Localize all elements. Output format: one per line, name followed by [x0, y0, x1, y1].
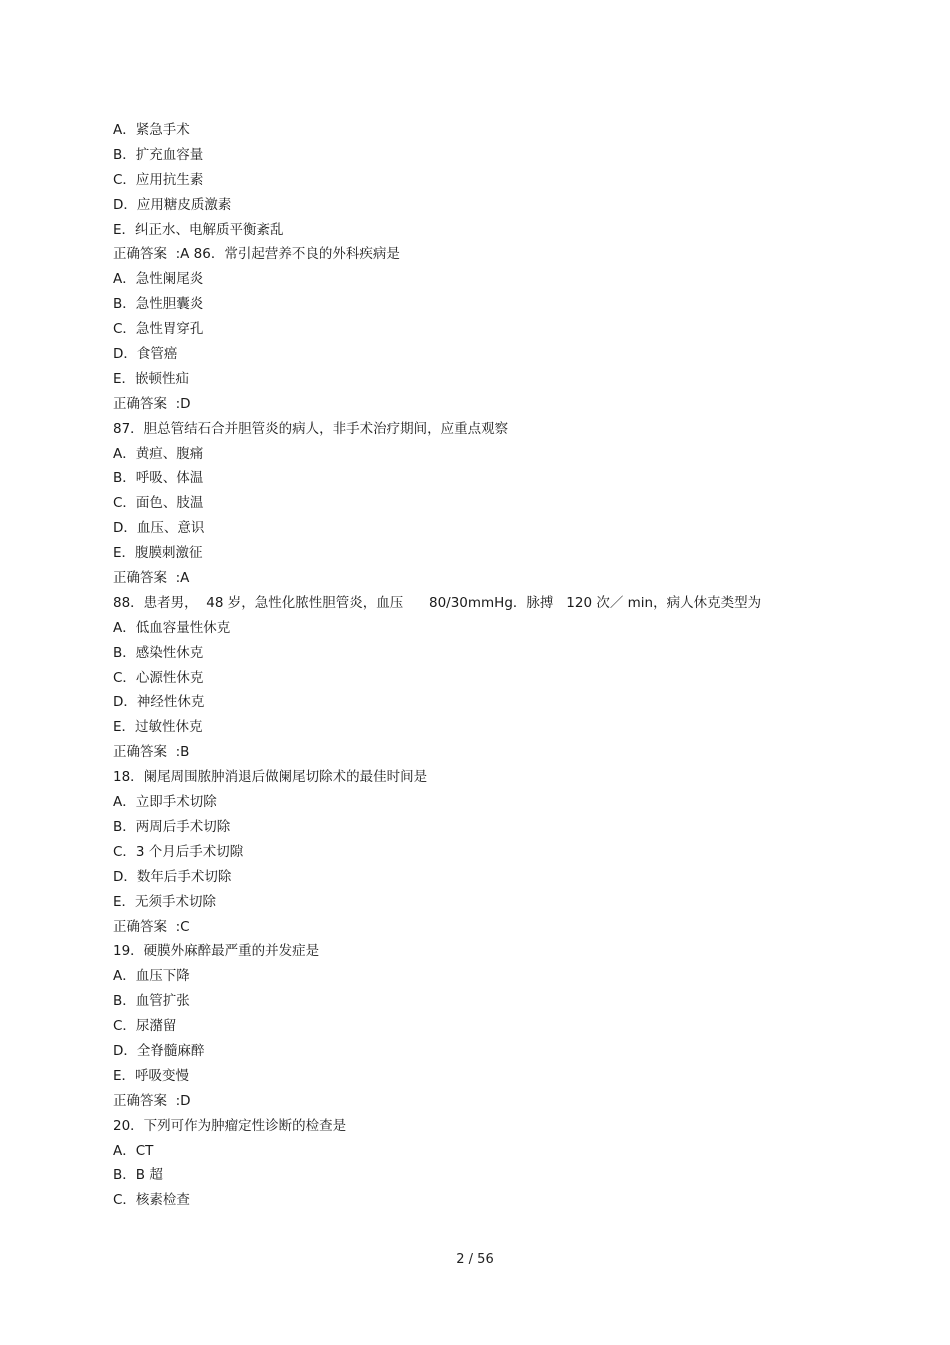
- text-line: 88．患者男， 48 岁，急性化脓性胆管炎，血压 80/30mmHg．脉搏 120 次／ min，病人休克类型为: [113, 594, 762, 611]
- text-line: 正确答案 :A 86．常引起营养不良的外科疾病是: [113, 246, 400, 263]
- text-line: 18．阑尾周围脓肿消退后做阑尾切除术的最佳时间是: [113, 769, 428, 786]
- text-line: E．纠正水、电解质平衡紊乱: [113, 221, 284, 238]
- text-line: B．急性胆囊炎: [113, 296, 204, 313]
- text-line: D．神经性休克: [113, 694, 205, 711]
- text-line: 正确答案 :D: [113, 1092, 191, 1109]
- text-line: B．呼吸、体温: [113, 470, 204, 487]
- text-line: B．B 超: [113, 1167, 163, 1184]
- text-line: C．3 个月后手术切隙: [113, 843, 244, 860]
- text-line: C．急性胃穿孔: [113, 321, 204, 338]
- text-line: B．感染性休克: [113, 644, 204, 661]
- question-text-body: [113, 118, 833, 1213]
- text-line: E．无须手术切除: [113, 893, 217, 910]
- text-line: D．全脊髓麻醉: [113, 1042, 205, 1059]
- text-line: C．尿潴留: [113, 1018, 177, 1035]
- text-line: A．低血容量性休克: [113, 619, 231, 636]
- text-line: E．过敏性休克: [113, 719, 203, 736]
- text-line: A．急性阑尾炎: [113, 271, 204, 288]
- text-line: B．扩充血容量: [113, 146, 204, 163]
- text-line: 87．胆总管结石合并胆管炎的病人，非手术治疗期间，应重点观察: [113, 420, 509, 437]
- text-line: E．呼吸变慢: [113, 1067, 190, 1084]
- page-number: 2 / 56: [456, 1252, 494, 1267]
- text-line: 19．硬膜外麻醉最严重的并发症是: [113, 943, 320, 960]
- text-line: D．食管癌: [113, 346, 178, 363]
- text-line: 正确答案 :A: [113, 570, 190, 587]
- text-line: E．嵌顿性疝: [113, 370, 190, 387]
- text-line: A．紧急手术: [113, 122, 190, 138]
- text-line: 正确答案 :D: [113, 395, 191, 412]
- text-line: B．血管扩张: [113, 993, 190, 1010]
- text-line: A．血压下降: [113, 968, 190, 985]
- text-line: E．腹膜刺激征: [113, 545, 203, 562]
- text-line: B．两周后手术切除: [113, 818, 231, 835]
- text-line: 正确答案 :B: [113, 744, 190, 761]
- text-line: A．CT: [113, 1142, 154, 1159]
- text-line: C．核素检查: [113, 1192, 190, 1209]
- text-line: A．立即手术切除: [113, 794, 217, 811]
- text-line: A．黄疸、腹痛: [113, 445, 204, 462]
- text-line: D．血压、意识: [113, 520, 205, 537]
- text-line: 20．下列可作为肿瘤定性诊断的检查是: [113, 1117, 347, 1134]
- text-line: C．面色、肢温: [113, 495, 204, 512]
- text-line: C．应用抗生素: [113, 171, 204, 188]
- text-line: D．数年后手术切除: [113, 868, 232, 885]
- text-line: D．应用糖皮质激素: [113, 196, 232, 213]
- text-line: 正确答案 :C: [113, 918, 190, 935]
- text-line: C．心源性休克: [113, 669, 204, 686]
